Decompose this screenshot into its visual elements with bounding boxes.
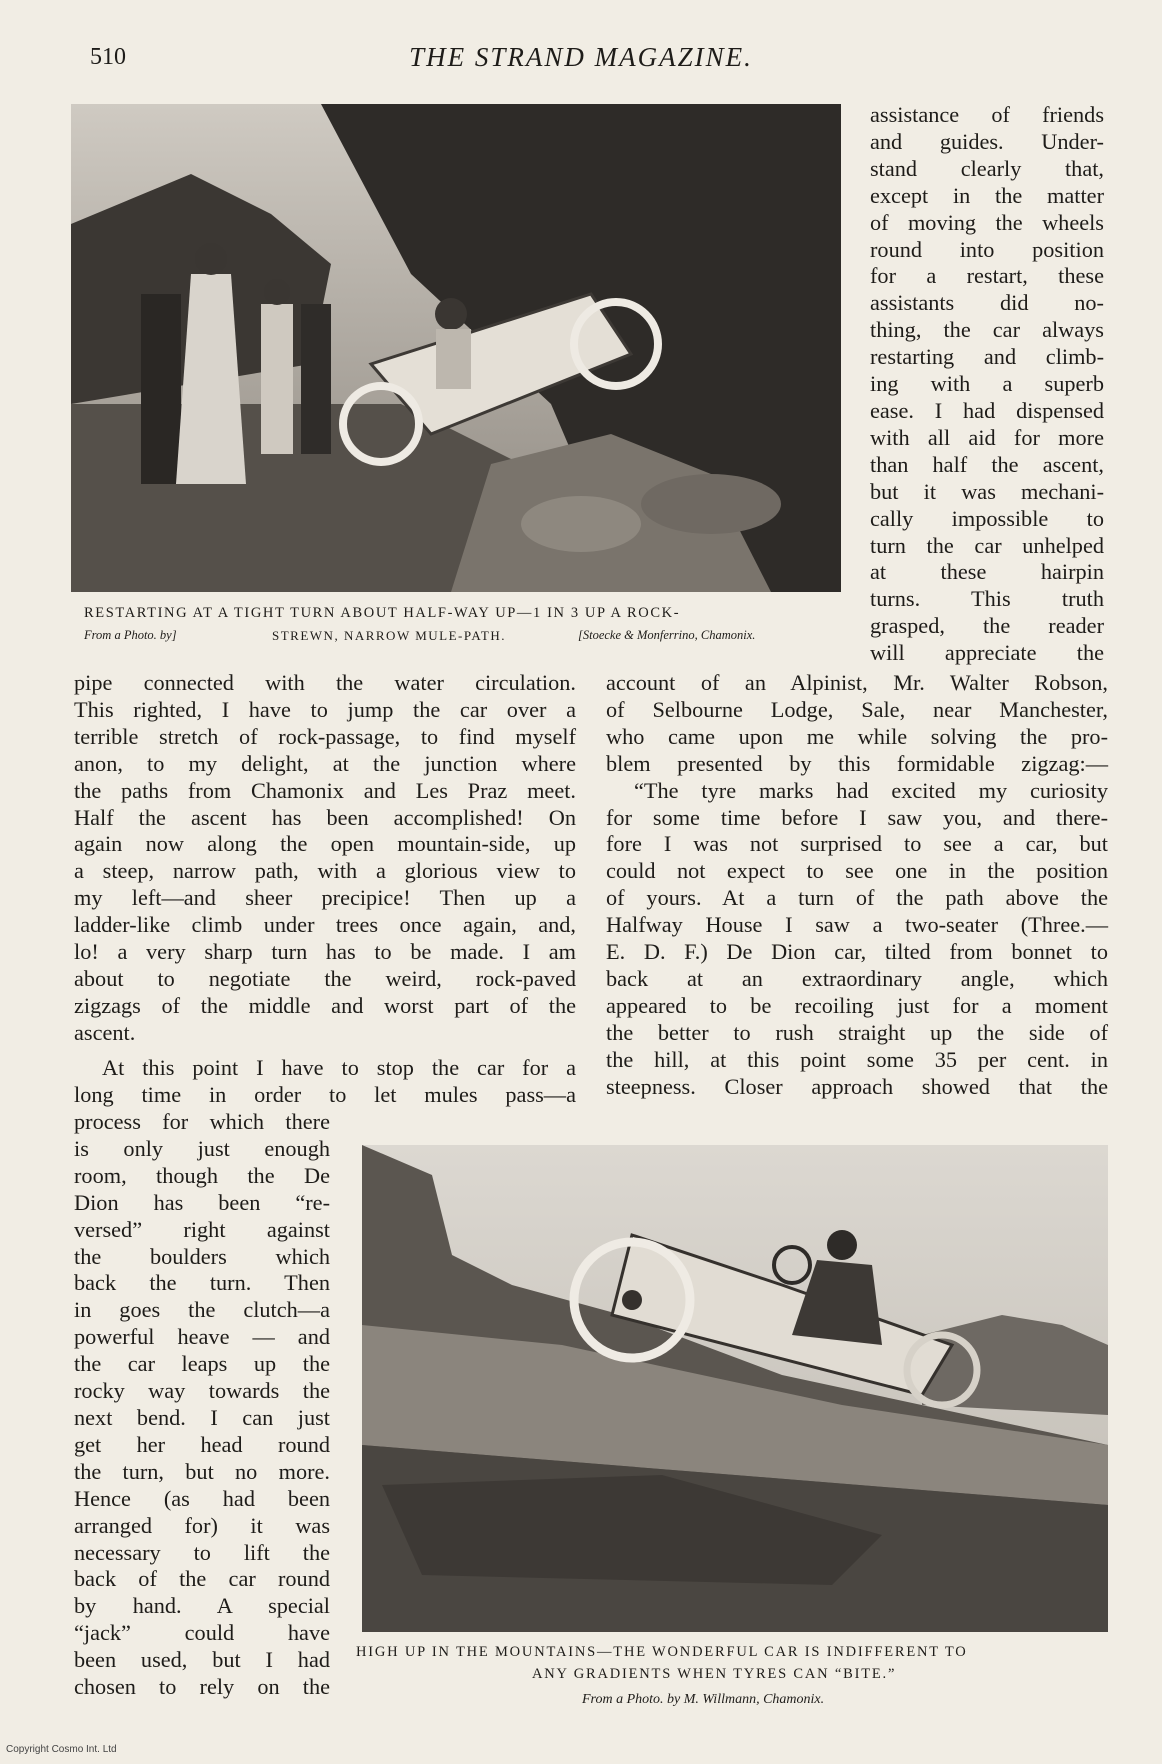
photo-car-restarting-illustration bbox=[71, 104, 841, 592]
figure1-credit-right: [Stoecke & Monferrino, Chamonix. bbox=[578, 628, 756, 642]
left-column-paragraph-2 bbox=[74, 1055, 576, 1109]
text-line: with all aid for more bbox=[870, 424, 1104, 450]
text-line: fore I was not surprised to see a car, but bbox=[606, 831, 1108, 857]
text-line: pipe connected with the water circulation. bbox=[74, 670, 576, 695]
text-line: than half the ascent, bbox=[870, 451, 1104, 477]
text-line: the car leaps up the bbox=[74, 1351, 330, 1377]
text-line: terrible stretch of rock-passage, to find myself bbox=[74, 723, 576, 749]
text-line: stand clearly that, bbox=[870, 155, 1104, 181]
text-line: get her head round bbox=[74, 1431, 330, 1457]
text-line: of moving the wheels bbox=[870, 209, 1104, 235]
text-line: “The tyre marks had excited my curiosity bbox=[634, 777, 1108, 803]
page-number: 510 bbox=[90, 44, 126, 70]
text-line: Dion has been “re- bbox=[74, 1189, 330, 1215]
text-line: back the turn. Then bbox=[74, 1270, 330, 1296]
text-line: process for which there bbox=[74, 1109, 330, 1134]
text-line: account of an Alpinist, Mr. Walter Robson, bbox=[606, 670, 1108, 695]
text-line: Halfway House I saw a two-seater (Three.— bbox=[606, 912, 1108, 938]
text-line: again now along the open mountain-side, up bbox=[74, 831, 576, 857]
photo-car-restarting bbox=[71, 104, 841, 592]
text-line: steepness. Closer approach showed that the bbox=[606, 1073, 1108, 1099]
text-line: turns. This truth bbox=[870, 586, 1104, 612]
text-line: by hand. A special bbox=[74, 1593, 330, 1619]
text-line: chosen to rely on the bbox=[74, 1674, 330, 1700]
text-line: ladder-like climb under trees once again, and, bbox=[74, 912, 576, 938]
text-line: round into position bbox=[870, 236, 1104, 262]
text-line: except in the matter bbox=[870, 182, 1104, 208]
text-line: of yours. At a turn of the path above the bbox=[606, 885, 1108, 911]
narrow-column bbox=[74, 1109, 330, 1701]
text-line: anon, to my delight, at the junction where bbox=[74, 750, 576, 776]
text-line: but it was mechani- bbox=[870, 478, 1104, 504]
text-line: arranged for) it was bbox=[74, 1512, 330, 1538]
text-line: and guides. Under- bbox=[870, 128, 1104, 154]
text-line: assistants did no- bbox=[870, 290, 1104, 316]
text-line: versed” right against bbox=[74, 1216, 330, 1242]
right-top-column bbox=[870, 102, 1104, 667]
text-line: in goes the clutch—a bbox=[74, 1297, 330, 1323]
figure1-caption-continued: STREWN, NARROW MULE-PATH. bbox=[272, 628, 506, 643]
text-line: of Selbourne Lodge, Sale, near Manchester, bbox=[606, 696, 1108, 722]
text-line: my left—and sheer precipice! Then up a bbox=[74, 885, 576, 911]
text-line: who came upon me while solving the pro- bbox=[606, 723, 1108, 749]
text-line: necessary to lift the bbox=[74, 1539, 330, 1565]
text-line: the boulders which bbox=[74, 1243, 330, 1269]
text-line: the paths from Chamonix and Les Praz meet. bbox=[74, 777, 576, 803]
text-line: will appreciate the bbox=[870, 640, 1104, 666]
text-line: long time in order to let mules pass—a bbox=[74, 1081, 576, 1107]
text-line: lo! a very sharp turn has to be made. I am bbox=[74, 939, 576, 965]
text-line: rocky way towards the bbox=[74, 1378, 330, 1404]
left-column-paragraph-1 bbox=[74, 670, 576, 1047]
figure2-caption-line2: ANY GRADIENTS WHEN TYRES CAN “BITE.” bbox=[532, 1666, 897, 1682]
right-column bbox=[606, 670, 1108, 1101]
text-line: cally impossible to bbox=[870, 505, 1104, 531]
text-line: turn the car unhelped bbox=[870, 532, 1104, 558]
text-line: assistance of friends bbox=[870, 102, 1104, 127]
text-line: could not expect to see one in the position bbox=[606, 858, 1108, 884]
text-line: for a restart, these bbox=[870, 263, 1104, 289]
figure2-caption-line1: HIGH UP IN THE MOUNTAINS—THE WONDERFUL CAR IS INDIFFERENT TO bbox=[356, 1644, 968, 1660]
text-line: about to negotiate the weird, rock-paved bbox=[74, 965, 576, 991]
text-line: back of the car round bbox=[74, 1566, 330, 1592]
text-line: thing, the car always bbox=[870, 317, 1104, 343]
text-line: for some time before I saw you, and there- bbox=[606, 804, 1108, 830]
text-line: ascent. bbox=[74, 1019, 136, 1045]
text-line: ease. I had dispensed bbox=[870, 397, 1104, 423]
text-line: At this point I have to stop the car for a bbox=[102, 1055, 576, 1080]
text-line: ing with a superb bbox=[870, 371, 1104, 397]
text-line: zigzags of the middle and worst part of the bbox=[74, 992, 576, 1018]
text-line: This righted, I have to jump the car over a bbox=[74, 696, 576, 722]
text-line: “jack” could have bbox=[74, 1620, 330, 1646]
text-line: restarting and climb- bbox=[870, 344, 1104, 370]
text-line: the hill, at this point some 35 per cent. in bbox=[606, 1046, 1108, 1072]
text-line: room, though the De bbox=[74, 1162, 330, 1188]
text-line: grasped, the reader bbox=[870, 613, 1104, 639]
photo-car-mountain-climb bbox=[362, 1145, 1108, 1632]
copyright-notice: Copyright Cosmo Int. Ltd bbox=[6, 1744, 117, 1755]
photo-car-mountain-climb-illustration bbox=[362, 1145, 1108, 1632]
magazine-title: THE STRAND MAGAZINE. bbox=[409, 42, 753, 72]
text-line: the turn, but no more. bbox=[74, 1458, 330, 1484]
text-line: been used, but I had bbox=[74, 1647, 330, 1673]
text-line: next bend. I can just bbox=[74, 1404, 330, 1430]
text-line: a steep, narrow path, with a glorious view to bbox=[74, 858, 576, 884]
figure2-credit: From a Photo. by M. Willmann, Chamonix. bbox=[582, 1692, 825, 1707]
figure1-credit-left: From a Photo. by] bbox=[84, 628, 177, 642]
text-line: back at an extraordinary angle, which bbox=[606, 965, 1108, 991]
text-line: appeared to be recoiling just for a moment bbox=[606, 992, 1108, 1018]
text-line: the better to rush straight up the side of bbox=[606, 1019, 1108, 1045]
text-line: Half the ascent has been accomplished! On bbox=[74, 804, 576, 830]
text-line: blem presented by this formidable zigzag:— bbox=[606, 750, 1108, 776]
text-line: Hence (as had been bbox=[74, 1485, 330, 1511]
figure1-caption: RESTARTING AT A TIGHT TURN ABOUT HALF-WAY UP—1 IN 3 UP A ROCK- bbox=[84, 605, 681, 621]
text-line: powerful heave — and bbox=[74, 1324, 330, 1350]
text-line: at these hairpin bbox=[870, 559, 1104, 585]
text-line: E. D. F.) De Dion car, tilted from bonnet to bbox=[606, 939, 1108, 965]
text-line: is only just enough bbox=[74, 1135, 330, 1161]
